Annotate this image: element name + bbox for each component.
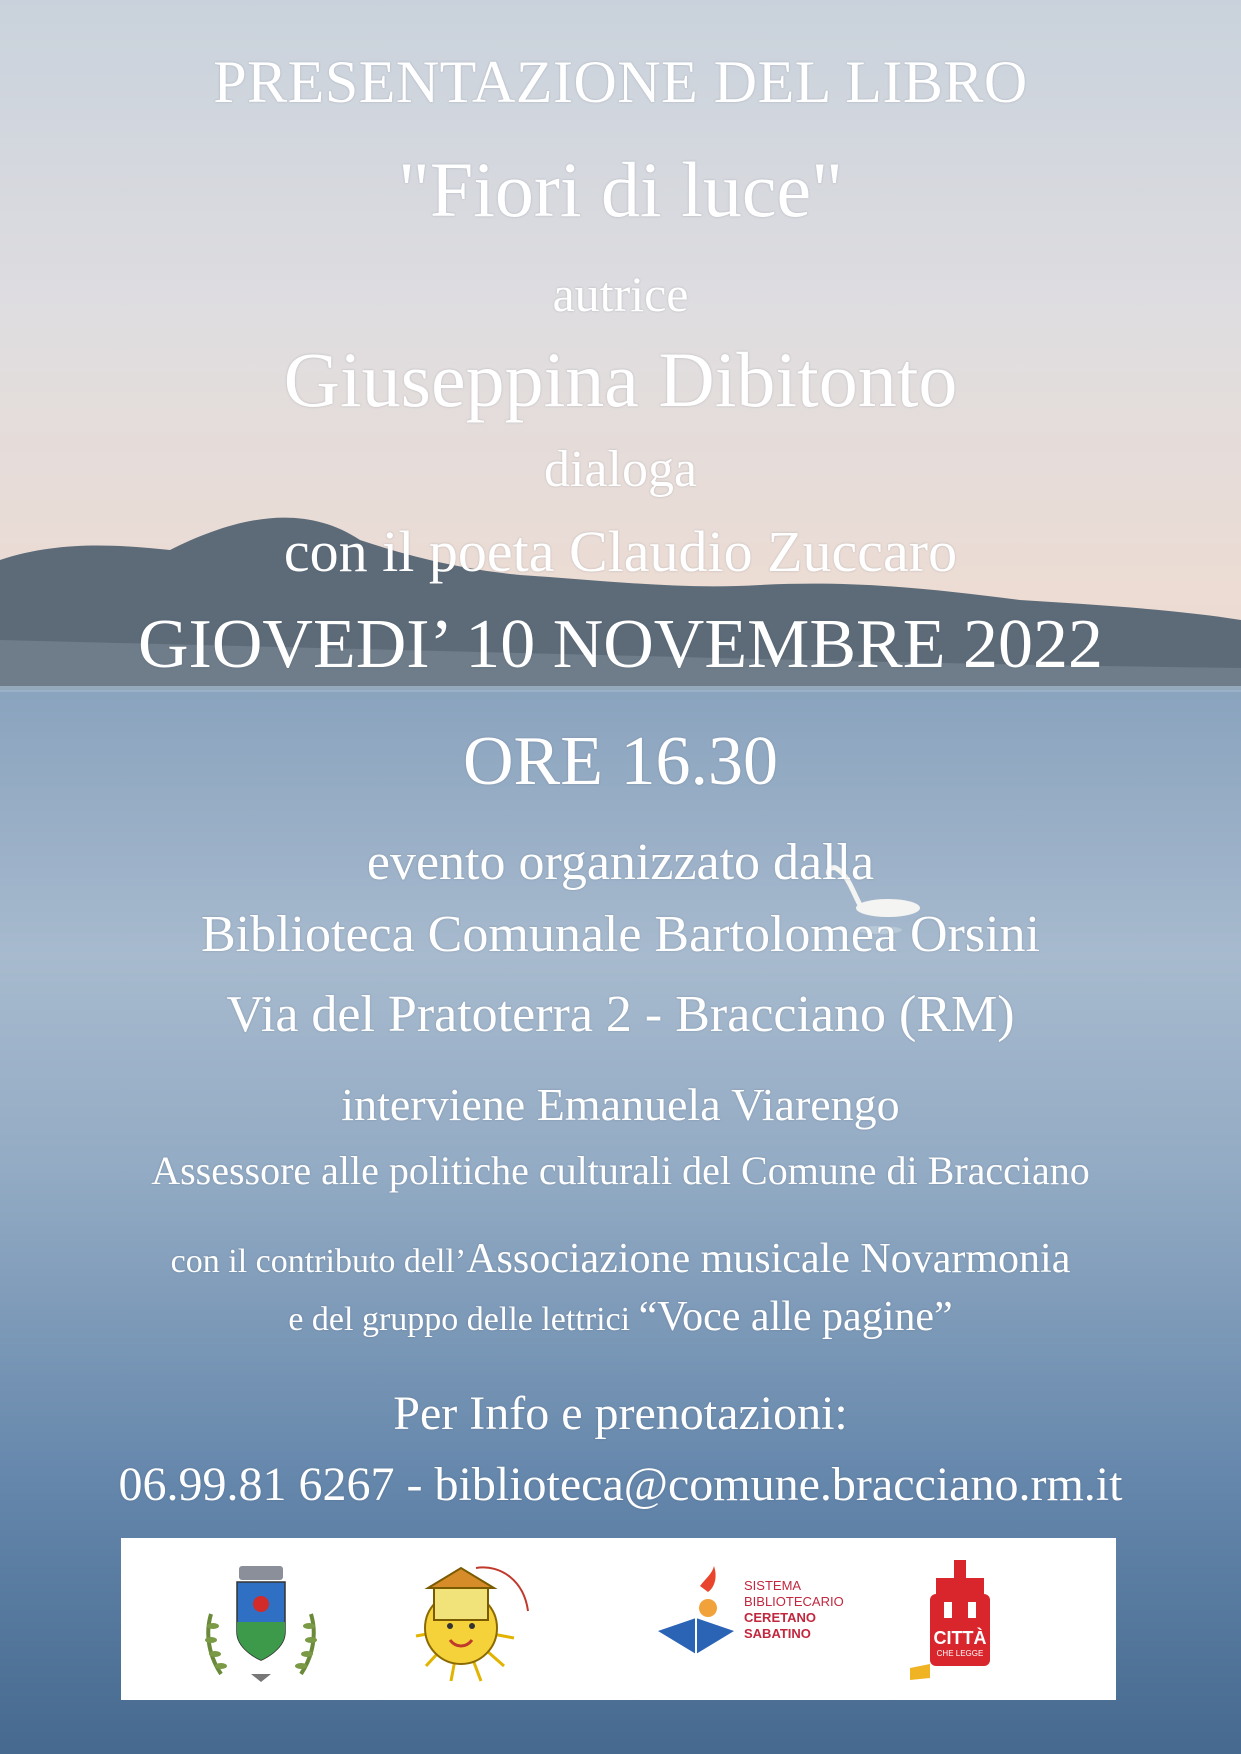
readers-group: “Voce alle pagine” xyxy=(638,1294,953,1340)
comune-bracciano-crest-icon xyxy=(201,1556,321,1686)
library-address: Via del Pratoterra 2 - Bracciano (RM) xyxy=(226,986,1015,1043)
sbcs-line-3: CERETANO xyxy=(744,1610,816,1625)
sponsor-logos-strip xyxy=(121,1538,1116,1700)
organizer-label: evento organizzato dalla xyxy=(366,834,875,891)
library-name: Biblioteca Comunale Bartolomea Orsini xyxy=(200,906,1041,963)
contribution-prefix: con il contributo dell’ xyxy=(170,1243,467,1280)
contribution-line xyxy=(0,1235,1241,1283)
readers-line xyxy=(0,1293,1241,1341)
citta-che-legge-logo xyxy=(906,1556,1016,1686)
book-title: "Fiori di luce" xyxy=(398,146,843,233)
contribution-association: Associazione musicale Novarmonia xyxy=(466,1236,1071,1282)
contact-info: 06.99.81 6267 - biblioteca@comune.bracciano.rm.it xyxy=(118,1458,1123,1511)
event-heading: PRESENTAZIONE DEL LIBRO xyxy=(213,49,1028,115)
sbcs-line-1: SISTEMA xyxy=(744,1578,802,1593)
sistema-bibliotecario-text xyxy=(744,1578,844,1642)
dialogue-label: dialoga xyxy=(543,441,698,498)
event-date: GIOVEDI’ 10 NOVEMBRE 2022 xyxy=(138,606,1103,683)
sbcs-line-2: BIBLIOTECARIO xyxy=(744,1594,844,1609)
biblioteca-sun-logo-icon xyxy=(406,1556,536,1686)
author-label: autrice xyxy=(552,266,689,322)
info-label: Per Info e prenotazioni: xyxy=(393,1387,848,1440)
sbcs-line-4: SABATINO xyxy=(744,1626,811,1641)
speaker-role: Assessore alle politiche culturali del Comune di Bracciano xyxy=(151,1148,1090,1193)
citta-subtitle: CHE LEGGE xyxy=(936,1649,984,1658)
speaker: interviene Emanuela Viarengo xyxy=(341,1079,900,1130)
event-time: ORE 16.30 xyxy=(463,723,778,800)
citta-title: CITTÀ xyxy=(933,1628,987,1648)
guest-poet: con il poeta Claudio Zuccaro xyxy=(283,519,958,584)
readers-prefix: e del gruppo delle lettrici xyxy=(288,1301,639,1338)
author-name: Giuseppina Dibitonto xyxy=(283,336,958,423)
